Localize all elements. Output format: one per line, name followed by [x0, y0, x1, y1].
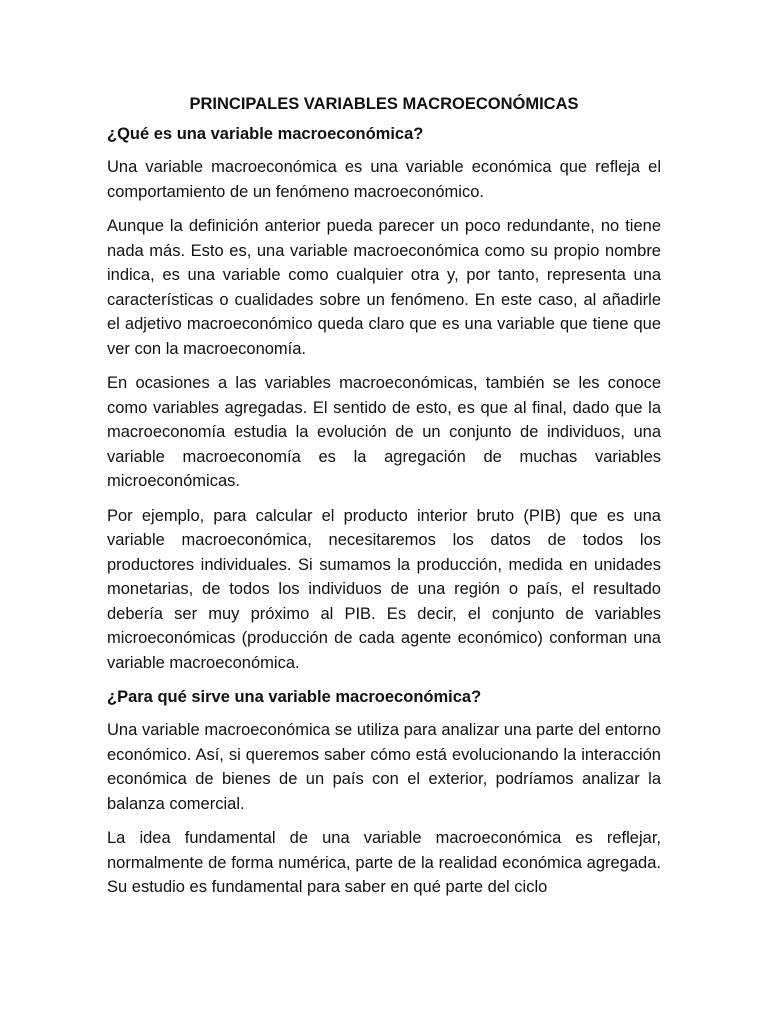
document-body	[107, 92, 661, 910]
paragraph: En ocasiones a las variables macroeconómicas, también se les conoce como variables agregadas. El sentido de esto, es que al final, dado que la macroeconomía estudia la evolución de un conjunto de individuos, una variable macroeconomía es la agregación de muchas variables microeconómicas.	[107, 374, 661, 490]
paragraph: La idea fundamental de una variable macroeconómica es reflejar, normalmente de forma numérica, parte de la realidad económica agregada. Su estudio es fundamental para saber en qué parte del ciclo	[107, 829, 661, 896]
document-title: PRINCIPALES VARIABLES MACROECONÓMICAS	[189, 95, 579, 113]
paragraph: Aunque la definición anterior pueda parecer un poco redundante, no tiene nada más. Esto es, una variable macroeconómica como su propio nombre indica, es una variable como cualquier otra y, por tanto, representa una características o cualidades sobre un fenómeno. En este caso, al añadirle el adjetivo macroeconómico queda claro que es una variable que tiene que ver con la macroeconomía.	[107, 217, 661, 358]
section-heading-purpose: ¿Para qué sirve una variable macroeconómica?	[107, 688, 482, 706]
paragraph: Una variable macroeconómica es una variable económica que refleja el comportamiento de un fenómeno macroeconómico.	[107, 158, 661, 201]
paragraph: Una variable macroeconómica se utiliza para analizar una parte del entorno económico. Así, si queremos saber cómo está evolucionando la interacción económica de bienes de un país con el exterior, podríamos analizar la balanza comercial.	[107, 721, 661, 813]
paragraph: Por ejemplo, para calcular el producto interior bruto (PIB) que es una variable macroeconómica, necesitaremos los datos de todos los productores individuales. Si sumamos la producción, medida en unidades monetarias, de todos los individuos de una región o país, el resultado debería ser muy próximo al PIB. Es decir, el conjunto de variables microeconómicas (producción de cada agente económico) conforman una variable macroeconómica.	[107, 506, 661, 672]
section-heading-definition: ¿Qué es una variable macroeconómica?	[107, 125, 424, 143]
